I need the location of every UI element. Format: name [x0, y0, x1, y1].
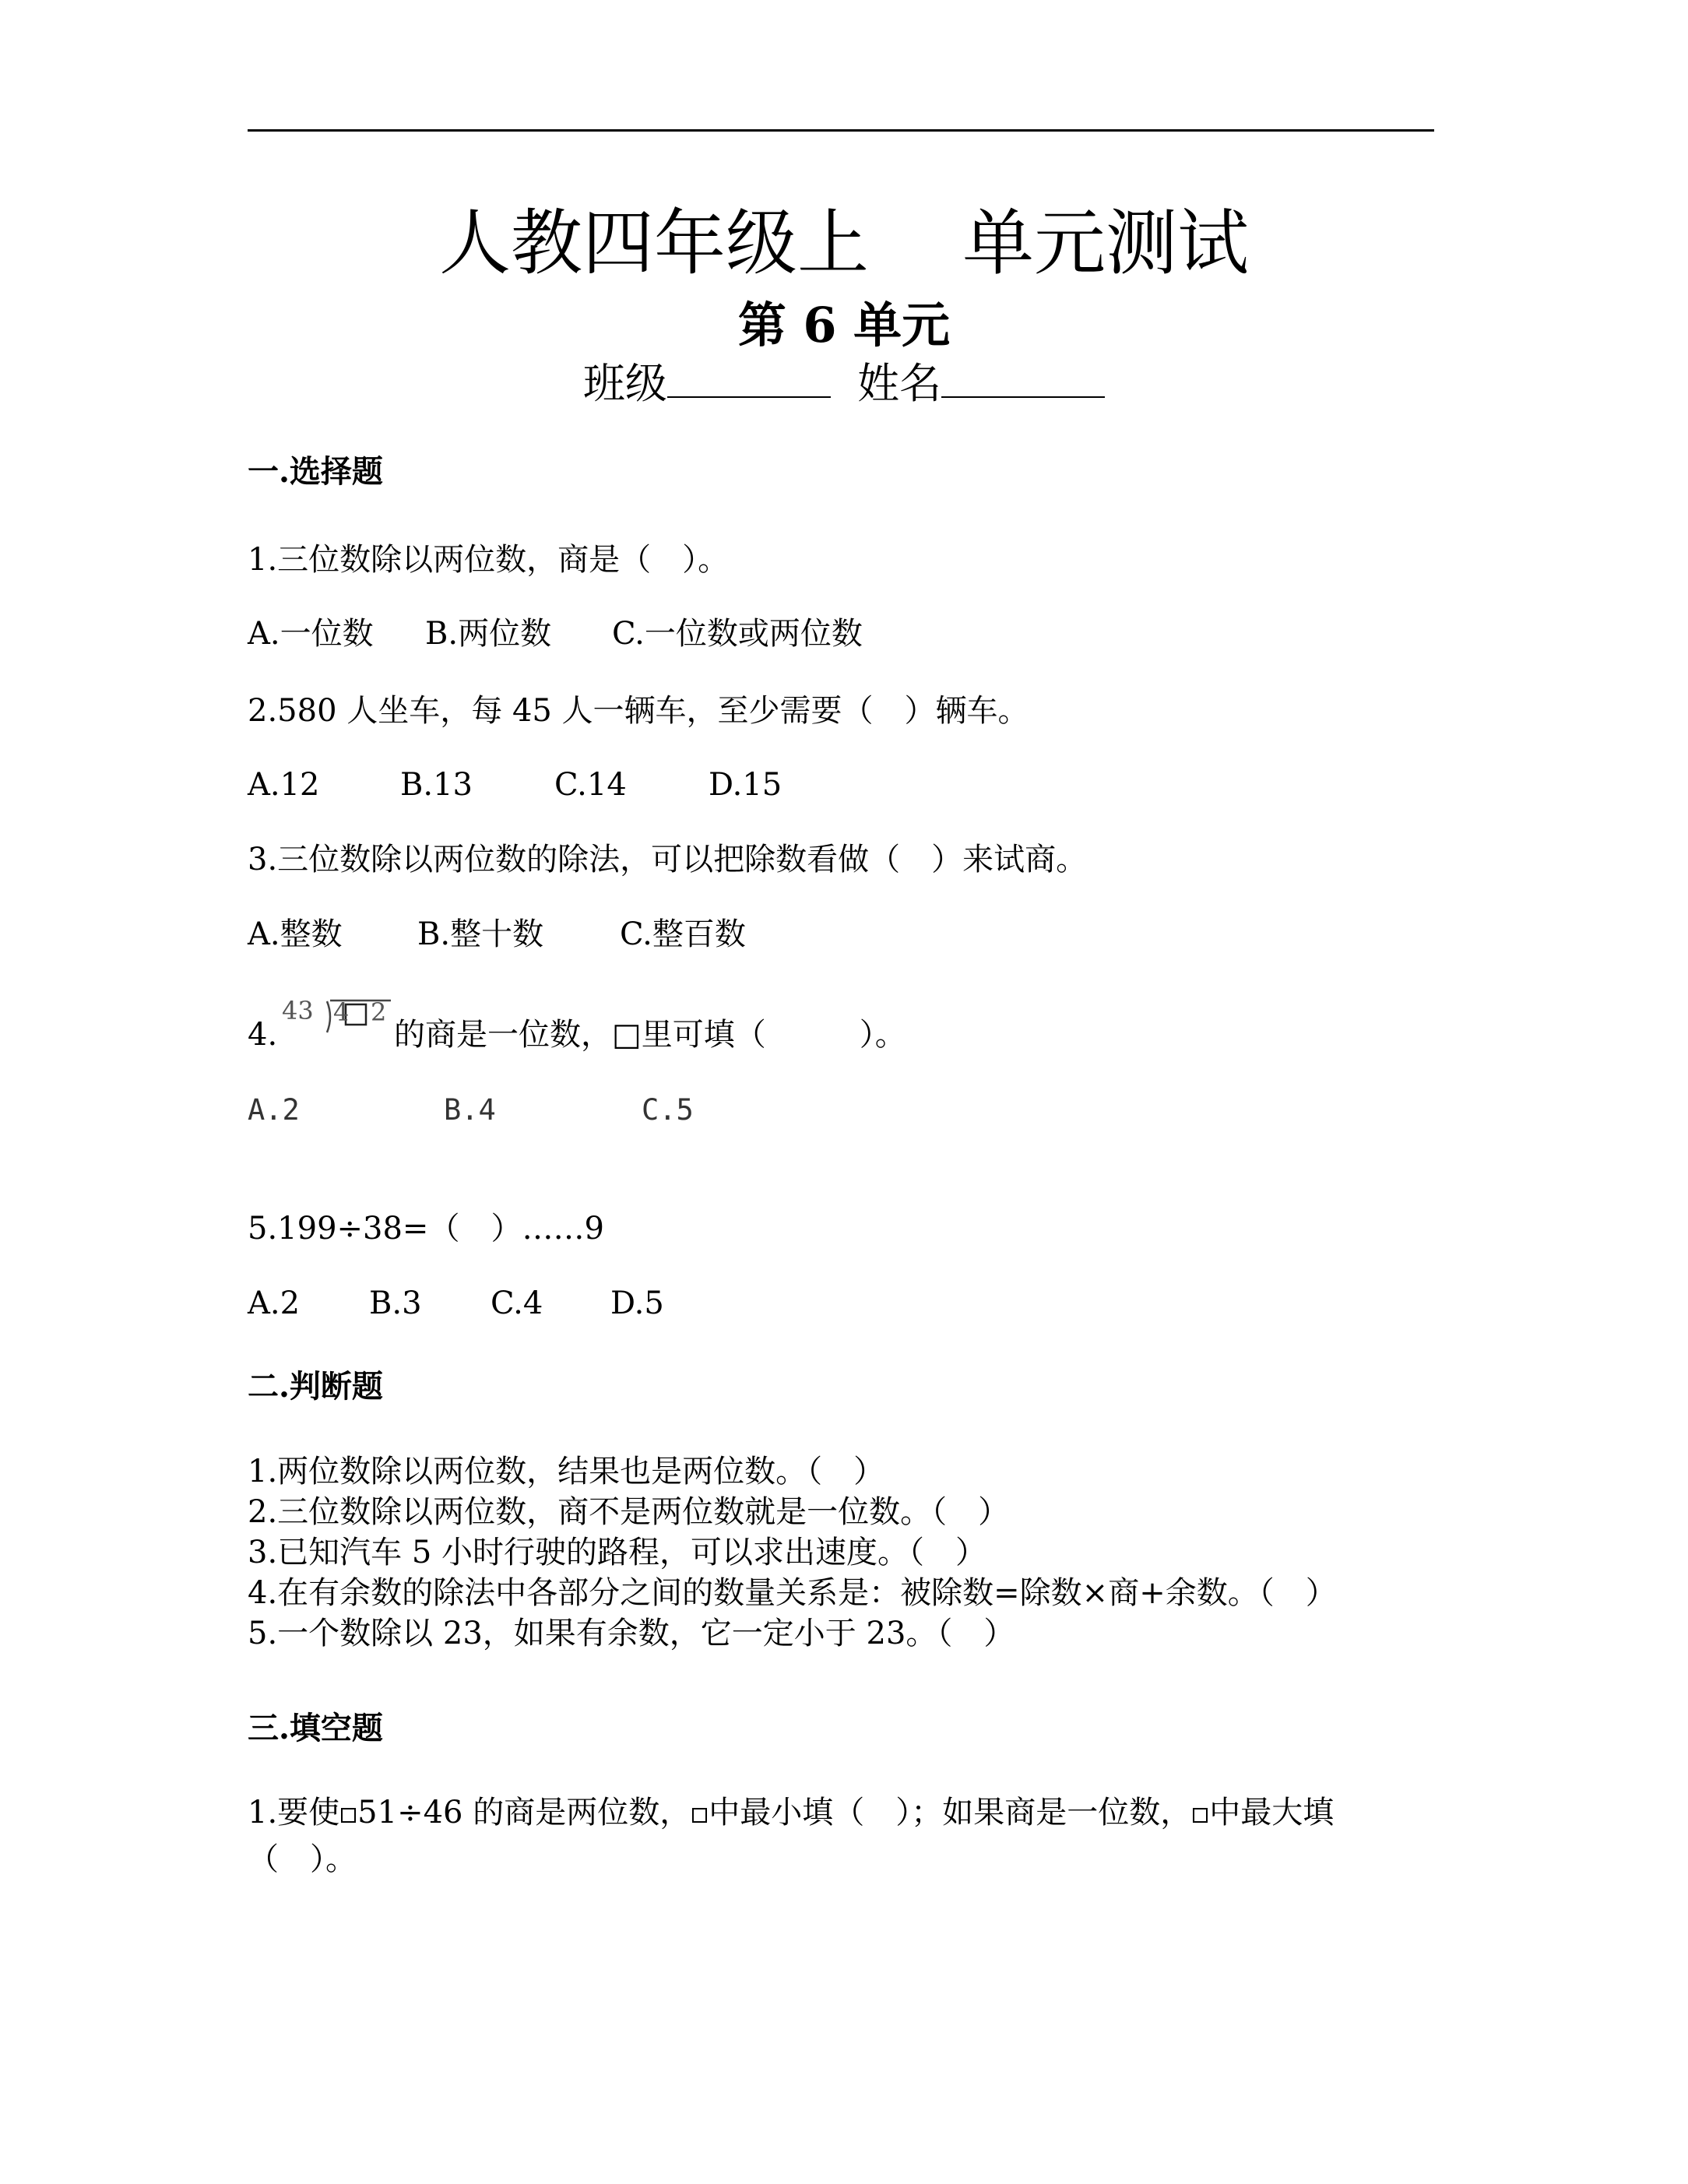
square-blank-icon	[692, 1808, 707, 1823]
question-2: 2.580 人坐车，每 45 人一辆车，至少需要（ ）辆车。	[248, 693, 1029, 729]
q3-option-b[interactable]: B.整十数	[417, 916, 544, 952]
q5-option-c[interactable]: C.4	[491, 1285, 543, 1321]
class-label: 班级	[582, 359, 667, 408]
square-blank-icon	[1193, 1808, 1208, 1823]
dividend-right-digit: 2	[371, 997, 387, 1027]
q5-option-b[interactable]: B.3	[369, 1285, 422, 1321]
square-blank-icon	[341, 1808, 356, 1823]
title-left: 人教四年级上	[438, 202, 869, 285]
name-label: 姓名	[857, 359, 942, 408]
class-blank[interactable]	[667, 357, 831, 398]
judge-item-1: 1.两位数除以两位数，结果也是两位数。（ ）	[248, 1454, 885, 1489]
section-heading-fill: 三.填空题	[248, 1710, 383, 1746]
q2-option-b[interactable]: B.13	[400, 767, 473, 803]
question-3: 3.三位数除以两位数的除法，可以把除数看做（ ）来试商。	[248, 842, 1088, 877]
q2-option-d[interactable]: D.15	[709, 767, 782, 803]
name-blank[interactable]	[941, 357, 1105, 398]
q2-option-a[interactable]: A.12	[248, 767, 320, 803]
question-4-text: 的商是一位数，□里可填（ ）。	[394, 1017, 906, 1053]
student-info	[0, 357, 1688, 411]
dividend-left-digit: 4	[333, 997, 350, 1027]
judge-item-3: 3.已知汽车 5 小时行驶的路程，可以求出速度。（ ）	[248, 1535, 987, 1570]
q1-option-b[interactable]: B.两位数	[425, 616, 552, 652]
question-4-prefix: 4.	[248, 1017, 278, 1053]
section-heading-choice: 一.选择题	[248, 453, 383, 490]
judge-item-4: 4.在有余数的除法中各部分之间的数量关系是：被除数=除数×商+余数。（ ）	[248, 1575, 1337, 1611]
question-1: 1.三位数除以两位数，商是（ ）。	[248, 542, 730, 578]
divisor: 43	[282, 996, 314, 1025]
q5-option-d[interactable]: D.5	[610, 1285, 664, 1321]
judge-item-5: 5.一个数除以 23，如果有余数，它一定小于 23。（ ）	[248, 1616, 1015, 1651]
q3-option-c[interactable]: C.整百数	[620, 916, 746, 952]
q3-option-a[interactable]: A.整数	[248, 916, 343, 952]
q4-option-c[interactable]: C.5	[642, 1093, 694, 1127]
fill-question-1-line2: （ ）。	[248, 1841, 357, 1877]
q4-option-a[interactable]: A.2	[248, 1093, 300, 1127]
q1-option-c[interactable]: C.一位数或两位数	[612, 616, 863, 652]
q1-option-a[interactable]: A.一位数	[248, 616, 374, 652]
q4-option-b[interactable]: B.4	[444, 1093, 496, 1127]
long-division-figure	[282, 997, 391, 1037]
fill-question-1: 1.要使 51÷46 的商是两位数， 中最小填（ ）；如果商是一位数， 中最大填	[248, 1795, 1335, 1831]
page-title	[0, 201, 1688, 287]
unit-subtitle: 第 6 单元	[737, 297, 951, 353]
question-5: 5.199÷38=（ ）……9	[248, 1211, 604, 1247]
title-right: 单元测试	[962, 202, 1250, 285]
section-heading-judge: 二.判断题	[248, 1368, 383, 1405]
q5-option-a[interactable]: A.2	[248, 1285, 301, 1321]
top-rule	[248, 129, 1434, 132]
q2-option-c[interactable]: C.14	[554, 767, 627, 803]
judge-item-2: 2.三位数除以两位数，商不是两位数就是一位数。（ ）	[248, 1494, 1010, 1530]
